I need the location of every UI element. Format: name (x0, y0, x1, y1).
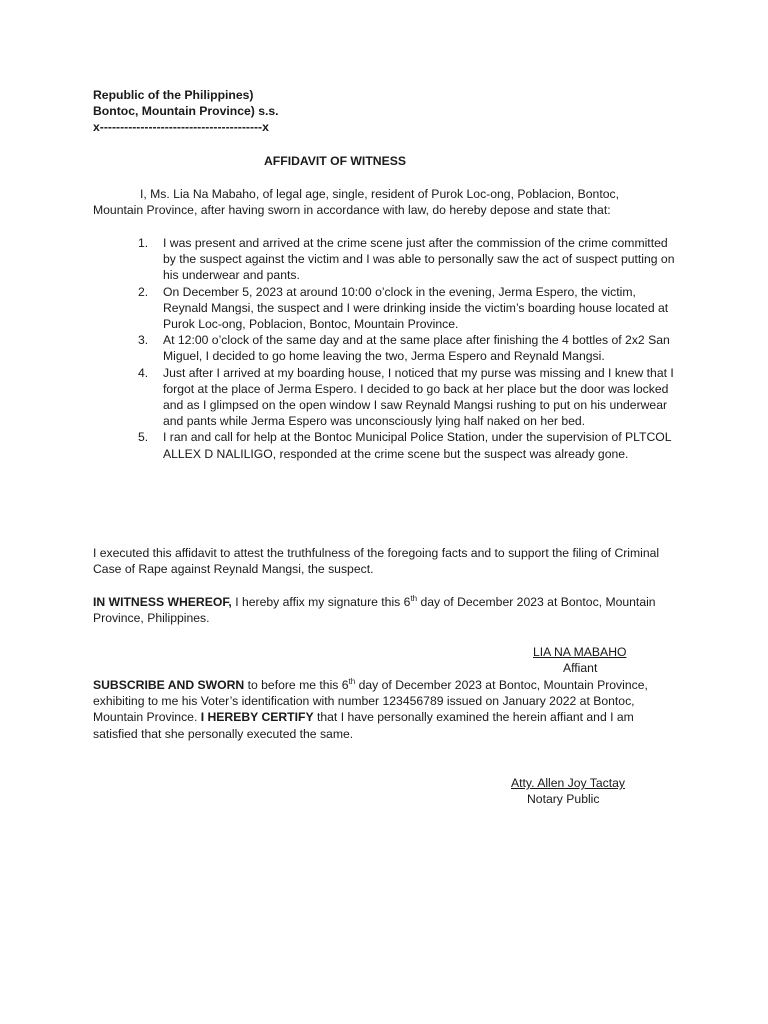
jurat-text-1: to before me this 6 (244, 678, 349, 692)
jurat-paragraph (93, 677, 673, 742)
jurat-text-3: that I have personally examined the herein affiant and I am satisfied that she personally executed the same. (93, 710, 634, 741)
list-item-number: 5. (138, 430, 149, 445)
list-item-number: 2. (138, 284, 149, 299)
witness-text-2: day of December 2023 at Bontoc, Mountain Province, Philippines. (93, 595, 656, 626)
witness-ordinal-suffix: th (410, 594, 418, 603)
jurat-ordinal-suffix: th (348, 677, 356, 686)
list-item-number: 4. (138, 365, 149, 380)
statement-list (138, 235, 676, 462)
list-item-text: At 12:00 o’clock of the same day and at the same place after finishing the 4 bottles of 2x2 San Miguel, I decided to go home leaving the two, Jerma Espero and Reynald Mangsi. (163, 333, 670, 364)
list-item-text: Just after I arrived at my boarding house, I noticed that my purse was missing and I knew that I forgot at the place of Jerma Espero. I decided to go back at her place but the door was locked and as I glimpsed on the open window I saw Reynald Mangsi rushing to put on his underwear and pants while Jerma Espero was unconsciously lying half naked on her bed. (163, 365, 674, 429)
executed-paragraph: I executed this affidavit to attest the truthfulness of the foregoing facts and to support the filing of Criminal Case of Rape against Reynald Mangsi, the suspect. (93, 546, 660, 577)
affiant-role: Affiant (563, 661, 598, 675)
list-item-number: 3. (138, 333, 149, 348)
notary-role: Notary Public (527, 792, 600, 806)
jurat-text-2: day of December 2023 at Bontoc, Mountain Province, exhibiting to me his Voter’s identification with number 123456789 issued on January 2022 at Bontoc, Mountain Province. (93, 678, 648, 725)
intro-paragraph: I, Ms. Lia Na Mabaho, of legal age, single, resident of Purok Loc-ong, Poblacion, Bontoc, Mountain Province, after having sworn in accordance with law, do hereby depose and state that: (93, 187, 619, 218)
list-item (138, 429, 676, 461)
document-title: AFFIDAVIT OF WITNESS (264, 154, 406, 168)
jurat-lead: SUBSCRIBE AND SWORN (93, 678, 245, 692)
jurat-certify: I HEREBY CERTIFY (200, 710, 314, 725)
witness-lead: IN WITNESS WHEREOF, (93, 595, 232, 609)
list-item-number: 1. (138, 236, 149, 250)
list-item (138, 235, 676, 284)
list-item (138, 365, 676, 430)
venue-header (93, 87, 279, 136)
venue-line-country: Republic of the Philippines) (93, 88, 254, 102)
list-item (138, 332, 676, 364)
affiant-name: LIA NA MABAHO (533, 645, 627, 659)
venue-line-divider: x----------------------------------------x (93, 120, 269, 135)
list-item-text: I was present and arrived at the crime scene just after the commission of the crime committed by the suspect against the victim and I was able to personally saw the act of suspect putting on his underwear and pants. (163, 236, 675, 283)
witness-paragraph (93, 594, 673, 626)
witness-text-1: I hereby affix my signature this 6 (231, 595, 411, 609)
list-item-text: I ran and call for help at the Bontoc Municipal Police Station, under the supervision of PLTCOL ALLEX D NALILIGO, responded at the crime scene but the suspect was already gone. (163, 430, 672, 461)
notary-name: Atty. Allen Joy Tactay (511, 776, 626, 790)
list-item (138, 284, 676, 333)
venue-line-place: Bontoc, Mountain Province) s.s. (93, 104, 279, 119)
list-item-text: On December 5, 2023 at around 10:00 o’clock in the evening, Jerma Espero, the victim, Reynald Mangsi, the suspect and I were drinking inside the victim’s boarding house located at Purok Loc-ong, Poblacion, Bontoc, Mountain Province. (163, 284, 669, 332)
